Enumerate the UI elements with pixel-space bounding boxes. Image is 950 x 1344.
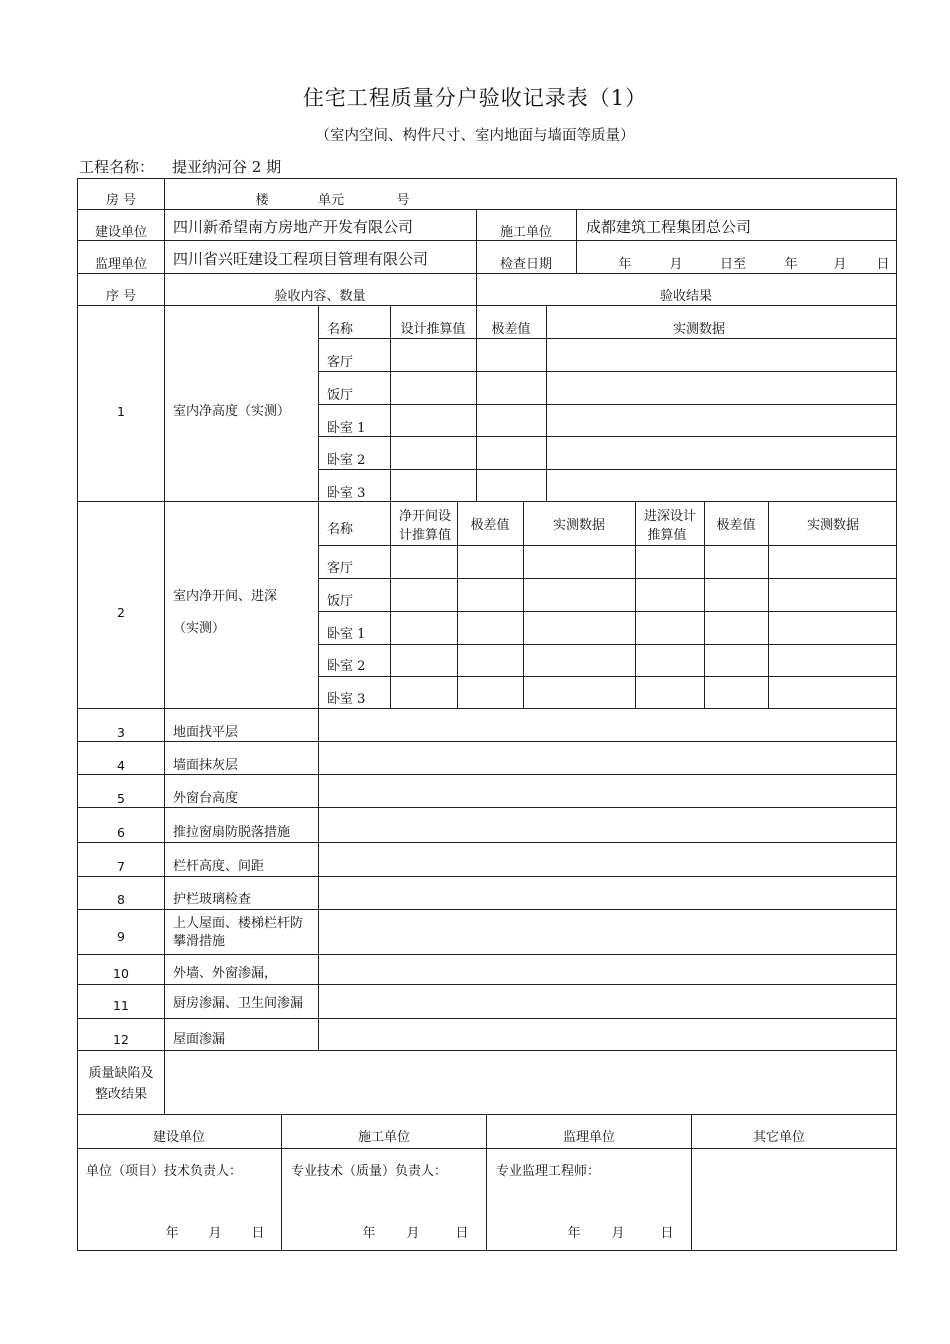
defects-label-line2: 整改结果 — [94, 1087, 148, 1102]
project-name: 提亚纳河谷 2 期 — [172, 158, 282, 176]
section1-room: 卧室 2 — [327, 453, 366, 468]
signature-org: 施工单位 — [357, 1130, 411, 1145]
section2-title-line2: （实测） — [173, 621, 226, 636]
section1-measured-header: 实测数据 — [672, 322, 726, 337]
result-header: 验收结果 — [659, 289, 713, 304]
signature-person: 单位（项目）技术负责人： — [86, 1164, 243, 1179]
item-number: 12 — [113, 1032, 129, 1047]
section1-room: 卧室 3 — [327, 486, 366, 501]
item-label: 推拉窗扇防脱落措施 — [173, 825, 291, 840]
date-year-end: 年 — [784, 257, 798, 272]
item-label: 外墙、外窗渗漏， — [173, 966, 278, 981]
section2-measured-b-header: 实测数据 — [806, 518, 860, 533]
date-month-end: 月 — [833, 257, 847, 272]
signature-day: 日 — [251, 1226, 265, 1241]
item-label: 上人屋面、楼梯栏杆防攀滑措施 — [173, 916, 304, 949]
page-subtitle: （室内空间、构件尺寸、室内地面与墙面等质量） — [315, 128, 635, 144]
inspection-date-label: 检查日期 — [499, 257, 553, 272]
project-line — [79, 156, 281, 177]
date-year-start: 年 — [618, 257, 632, 272]
section2-room: 卧室 3 — [327, 692, 366, 707]
section1-range-header: 极差值 — [491, 322, 531, 337]
section2-room: 卧室 2 — [327, 659, 366, 674]
signature-year: 年 — [165, 1226, 179, 1241]
project-label: 工程名称： — [79, 158, 155, 176]
section2-bay-design-header-2: 计推算值 — [398, 528, 452, 543]
date-day-to: 日至 — [719, 257, 747, 272]
signature-year: 年 — [567, 1226, 581, 1241]
signature-org: 监理单位 — [562, 1130, 616, 1145]
item-number: 9 — [117, 929, 125, 944]
section1-room: 客厅 — [327, 355, 354, 370]
signature-org: 其它单位 — [752, 1130, 806, 1145]
signature-person: 专业监理工程师： — [496, 1164, 601, 1179]
section1-number: 1 — [117, 404, 125, 419]
room-unit: 单元 — [317, 193, 345, 208]
item-number: 11 — [113, 998, 129, 1013]
signature-org: 建设单位 — [152, 1130, 206, 1145]
section1-design-header: 设计推算值 — [400, 322, 466, 337]
item-label: 屋面渗漏 — [173, 1032, 226, 1047]
section2-room: 客厅 — [327, 561, 354, 576]
section2-measured-a-header: 实测数据 — [552, 518, 606, 533]
defects-label-line1: 质量缺陷及 — [88, 1066, 154, 1081]
signature-month: 月 — [611, 1226, 625, 1241]
section2-room: 饭厅 — [327, 594, 354, 609]
supervisor-label: 监理单位 — [94, 257, 148, 272]
section2-name-header: 名称 — [327, 522, 354, 537]
signature-month: 月 — [406, 1226, 420, 1241]
section1-room: 卧室 1 — [327, 421, 366, 436]
item-number: 5 — [117, 791, 125, 806]
section2-number: 2 — [117, 605, 125, 620]
signature-day: 日 — [455, 1226, 469, 1241]
signature-year: 年 — [362, 1226, 376, 1241]
date-month-start: 月 — [669, 257, 683, 272]
section2-depth-design-header-1: 进深设计 — [643, 509, 697, 524]
item-number: 10 — [113, 966, 129, 981]
page-title: 住宅工程质量分户验收记录表（1） — [302, 86, 648, 110]
item-number: 8 — [117, 892, 125, 907]
item-label: 栏杆高度、间距 — [173, 859, 265, 874]
item-number: 7 — [117, 859, 125, 874]
section2-range-a-header: 极差值 — [470, 518, 510, 533]
section2-range-b-header: 极差值 — [716, 518, 756, 533]
item-label: 墙面抹灰层 — [173, 758, 239, 773]
date-day-end: 日 — [876, 257, 890, 272]
builder-label: 建设单位 — [94, 225, 148, 240]
section2-depth-design-header-2: 推算值 — [647, 528, 687, 543]
item-number: 6 — [117, 825, 125, 840]
item-label: 护栏玻璃检查 — [173, 892, 252, 907]
signature-person: 专业技术（质量）负责人： — [291, 1164, 448, 1179]
item-label: 外窗台高度 — [173, 791, 239, 806]
room-number-label: 房 号 — [105, 193, 137, 208]
signature-day: 日 — [660, 1226, 674, 1241]
section2-title-line1: 室内净开间、进深 — [173, 589, 278, 604]
contractor-label: 施工单位 — [499, 225, 553, 240]
room-building: 楼 — [255, 193, 269, 208]
content-header: 验收内容、数量 — [274, 289, 366, 304]
room-number: 号 — [396, 193, 410, 208]
signature-month: 月 — [208, 1226, 222, 1241]
builder-value: 四川新希望南方房地产开发有限公司 — [173, 218, 414, 236]
item-number: 3 — [117, 725, 125, 740]
section1-title: 室内净高度（实测） — [173, 404, 291, 419]
item-number: 4 — [117, 758, 125, 773]
seq-header: 序 号 — [105, 289, 137, 304]
section1-room: 饭厅 — [327, 388, 354, 403]
contractor-value: 成都建筑工程集团总公司 — [586, 218, 752, 236]
table-grid-lines — [77, 178, 897, 1251]
section2-room: 卧室 1 — [327, 627, 366, 642]
item-label: 地面找平层 — [173, 725, 239, 740]
section2-bay-design-header-1: 净开间设 — [398, 509, 452, 524]
section1-name-header: 名称 — [327, 322, 354, 337]
inspection-record-table — [77, 178, 897, 1251]
item-label: 厨房渗漏、卫生间渗漏 — [173, 996, 304, 1011]
supervisor-value: 四川省兴旺建设工程项目管理有限公司 — [173, 250, 429, 268]
